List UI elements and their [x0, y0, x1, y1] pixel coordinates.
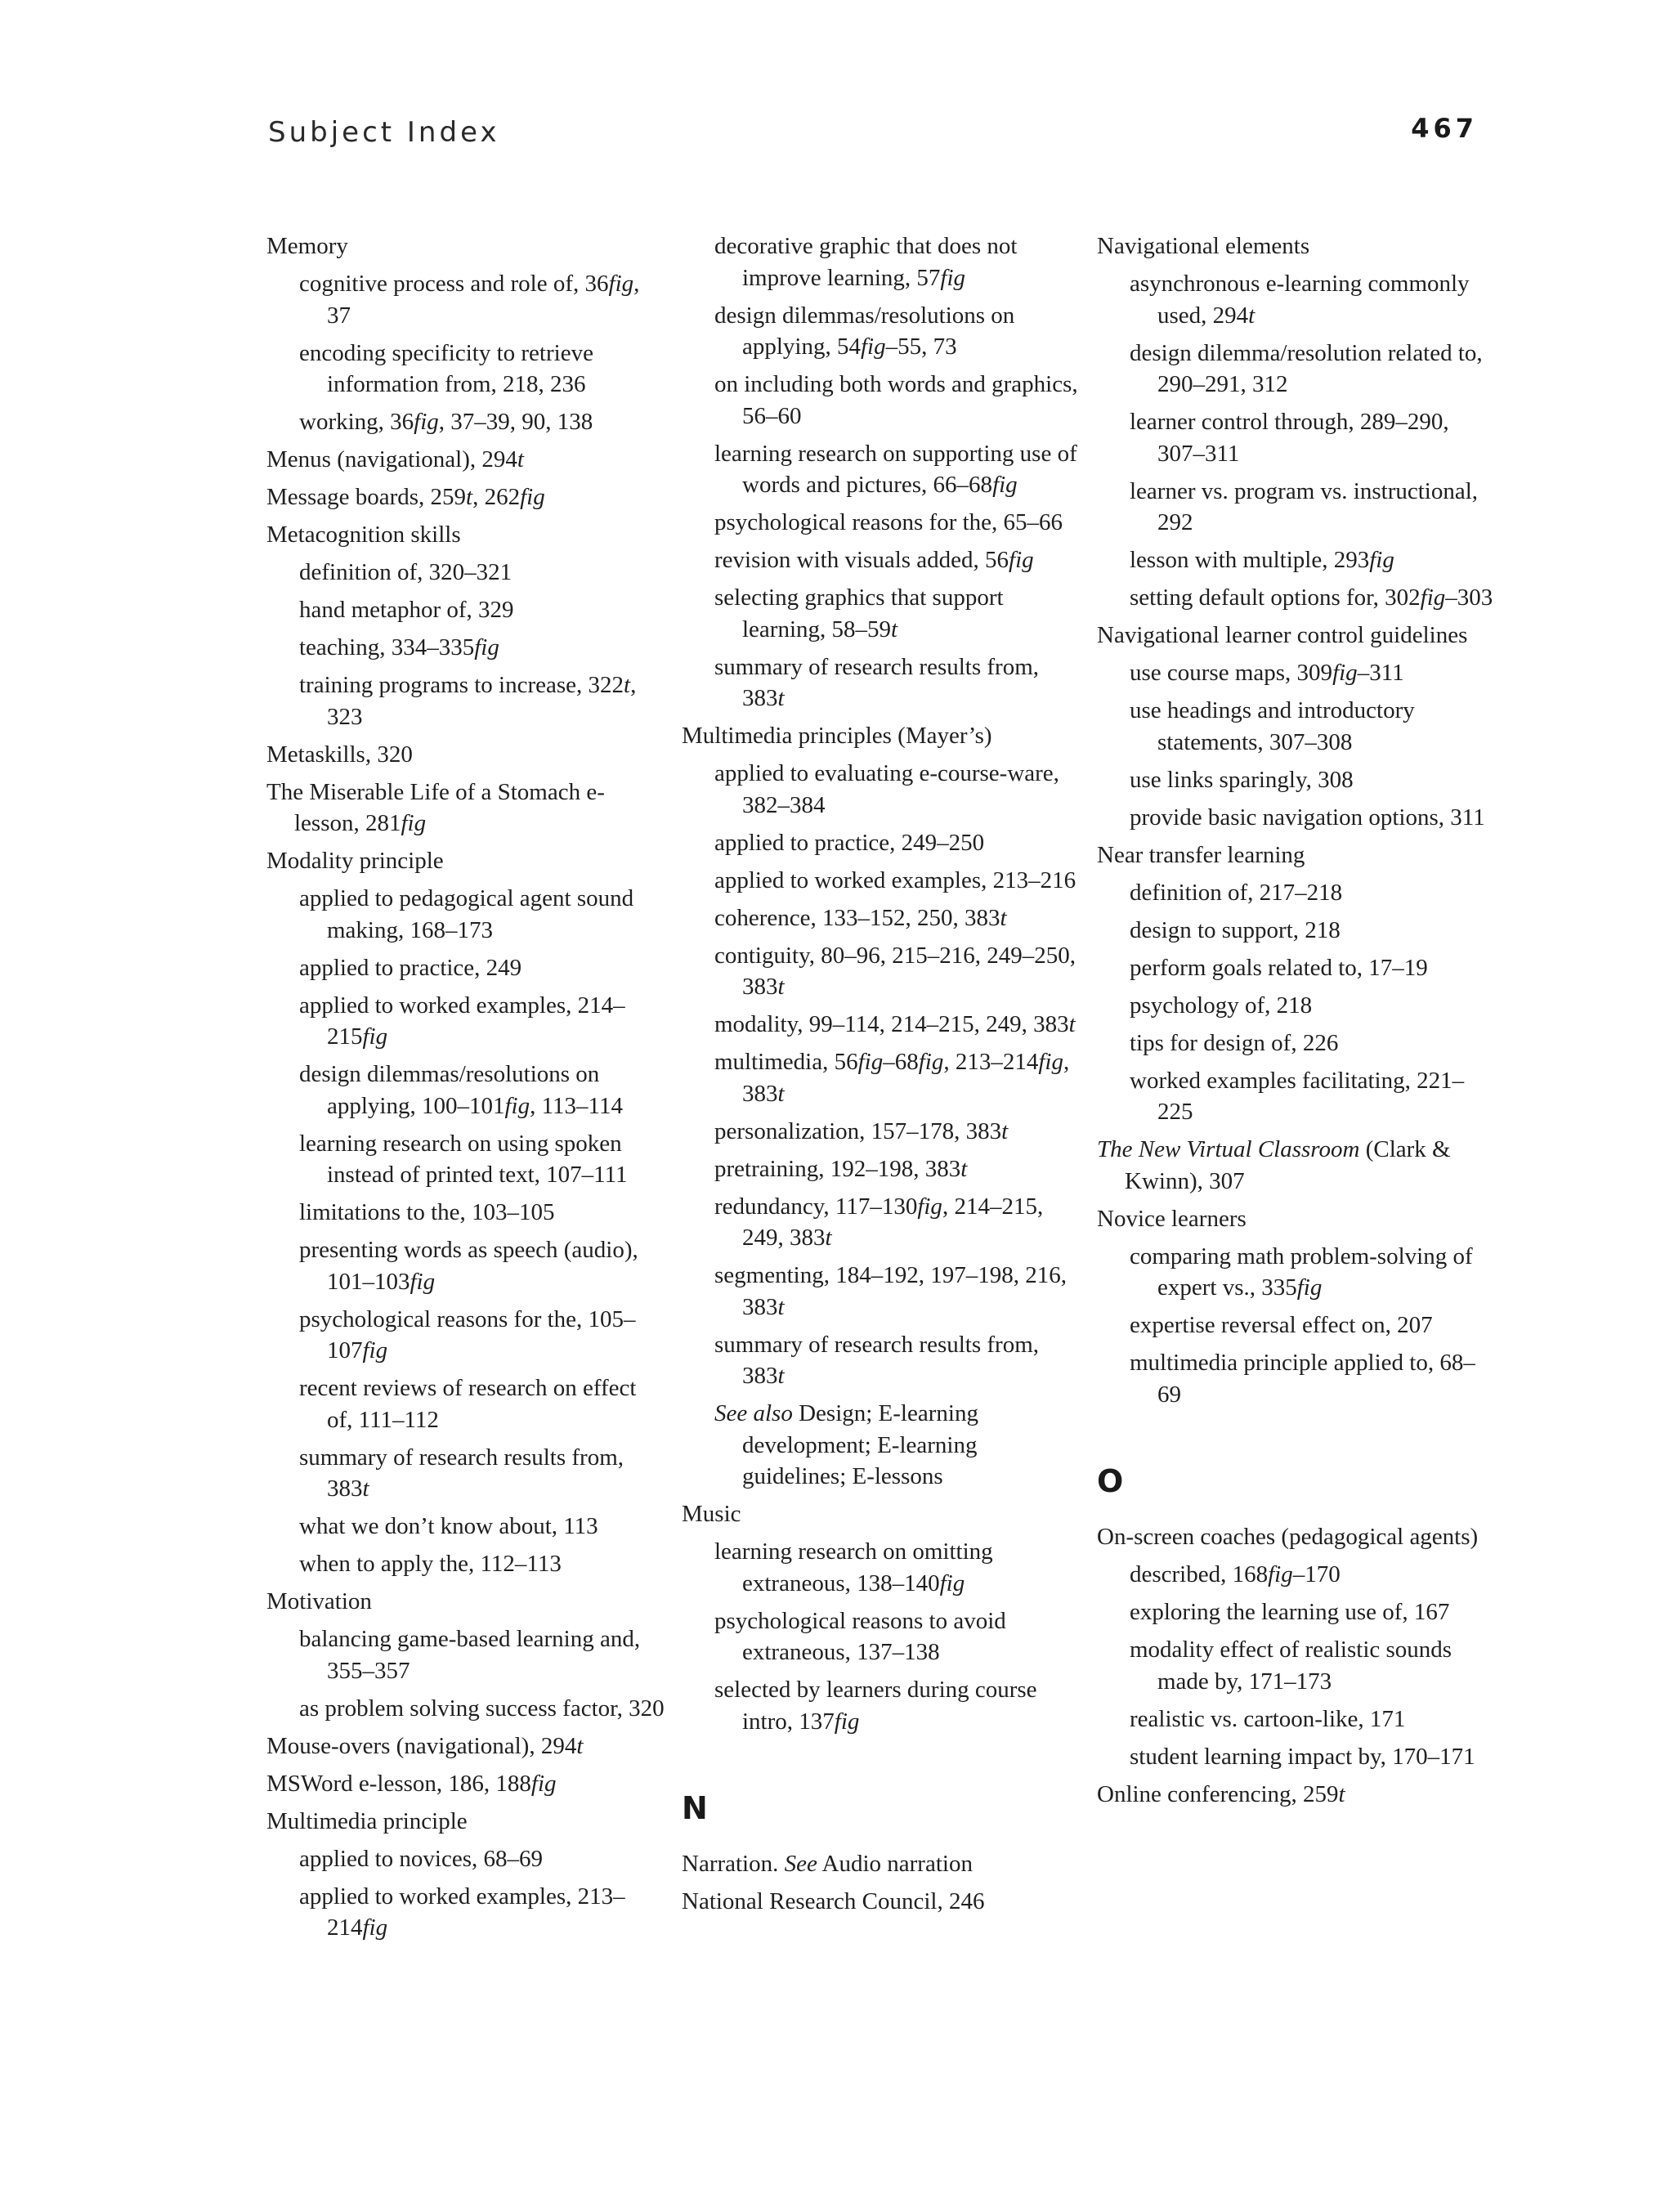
- italic-text: t: [1001, 1117, 1009, 1144]
- entry-text: selected by learners during course intro, 137: [714, 1677, 1037, 1735]
- index-subentry: [1130, 338, 1497, 401]
- index-subentry: [714, 902, 1082, 934]
- index-subentry: [714, 582, 1082, 645]
- index-subentry: [299, 594, 667, 626]
- entry-text: student learning impact by, 170–171: [1130, 1743, 1475, 1770]
- index-subentry: [1130, 1559, 1497, 1591]
- index-entry: [266, 777, 667, 840]
- entry-text: summary of research results from, 383: [714, 653, 1040, 711]
- entry-text: , 113–114: [530, 1092, 623, 1119]
- index-subentry: [299, 557, 667, 589]
- index-subentry: [299, 1197, 667, 1229]
- index-subentry: [714, 369, 1082, 432]
- entry-text: decorative graphic that does not improve learning, 57: [714, 233, 1018, 291]
- entry-text: applied to novices, 68–69: [299, 1845, 544, 1872]
- index-subentry: [1130, 476, 1497, 539]
- index-subentry: [714, 1260, 1082, 1323]
- index-entry: [682, 1848, 1082, 1880]
- index-subentry: [1130, 764, 1497, 796]
- index-subentry: [714, 1329, 1082, 1392]
- entry-text: applied to practice, 249: [299, 954, 522, 981]
- index-entry: [266, 739, 667, 771]
- entry-text: multimedia, 56: [714, 1049, 858, 1075]
- entry-text: Memory: [266, 233, 348, 259]
- italic-text: fig: [939, 1569, 965, 1596]
- entry-text: Design; E-learning development; E-learning guidelines; E-lessons: [742, 1400, 978, 1489]
- index-subentry: [714, 827, 1082, 859]
- italic-text: fig: [474, 634, 499, 660]
- index-entry: [266, 1806, 667, 1838]
- index-subentry: [714, 1046, 1082, 1109]
- entry-text: applied to pedagogical agent sound making, 168–173: [299, 885, 634, 943]
- entry-text: tips for design of, 226: [1130, 1029, 1339, 1056]
- entry-text: –311: [1357, 660, 1404, 686]
- italic-text: t: [624, 672, 631, 698]
- entry-text: , 214–215, 249, 383: [742, 1193, 1044, 1251]
- entry-text: recent reviews of research on effect of, 111–112: [299, 1375, 637, 1433]
- index-subentry: [299, 1511, 667, 1543]
- entry-text: Online conferencing, 259: [1097, 1780, 1339, 1807]
- index-entry: [266, 444, 667, 476]
- italic-text: fig: [1268, 1561, 1293, 1587]
- index-subentry: [714, 1191, 1082, 1254]
- index-subentry: [714, 507, 1082, 539]
- index-subentry: [299, 1693, 667, 1725]
- entry-text: , 37–39, 90, 138: [438, 409, 593, 435]
- entry-text: The Miserable Life of a Stomach e-lesson, 281: [266, 778, 605, 836]
- italic-text: fig: [1038, 1049, 1063, 1075]
- index-subentry: [714, 1009, 1082, 1041]
- entry-text: (Clark & Kwinn), 307: [1125, 1136, 1451, 1194]
- index-subentry: [299, 1234, 667, 1297]
- entry-text: psychological reasons to avoid extraneous, 137–138: [714, 1607, 1006, 1665]
- index-subentry: [299, 1442, 667, 1505]
- entry-text: worked examples facilitating, 221–225: [1130, 1067, 1465, 1125]
- entry-text: design dilemma/resolution related to, 290–291, 312: [1130, 339, 1483, 397]
- italic-text: fig: [362, 1914, 388, 1941]
- italic-text: See also: [714, 1400, 793, 1426]
- italic-text: t: [576, 1732, 584, 1759]
- entry-text: , 37: [327, 271, 640, 329]
- section-letter-o: O: [1097, 1463, 1124, 1499]
- entry-text: learner vs. program vs. instructional, 292: [1130, 477, 1479, 535]
- index-column-2: [682, 231, 1082, 1923]
- entry-text: Multimedia principle: [266, 1807, 468, 1834]
- index-subentry: [299, 1548, 667, 1580]
- index-column-1: [266, 231, 667, 1950]
- entry-text: On-screen coaches (pedagogical agents): [1097, 1524, 1479, 1550]
- index-subentry: [1130, 1704, 1497, 1735]
- entry-text: learner control through, 289–290, 307–311: [1130, 409, 1449, 467]
- italic-text: fig: [857, 1049, 884, 1075]
- italic-text: t: [777, 1363, 785, 1389]
- entry-text: setting default options for, 302: [1130, 584, 1421, 611]
- entry-text: summary of research results from, 383: [299, 1444, 624, 1502]
- entry-text: definition of, 320–321: [299, 559, 512, 585]
- italic-text: fig: [362, 1337, 388, 1363]
- index-subentry: [299, 338, 667, 401]
- entry-text: psychological reasons for the, 105–107: [299, 1305, 636, 1363]
- index-entry: [266, 1586, 667, 1618]
- entry-text: , 323: [327, 672, 637, 730]
- index-subentry: [1130, 544, 1497, 576]
- entry-text: psychological reasons for the, 65–66: [714, 509, 1063, 535]
- index-subentry: [1130, 657, 1497, 689]
- entry-text: Multimedia principles (Mayer’s): [682, 723, 992, 749]
- entry-text: use links sparingly, 308: [1130, 766, 1354, 793]
- italic-text: fig: [1369, 547, 1394, 573]
- index-entry: [1097, 1779, 1497, 1811]
- italic-text: fig: [530, 1770, 557, 1797]
- italic-text: t: [1068, 1011, 1076, 1037]
- entry-text: , 383: [742, 1049, 1070, 1107]
- entry-text: learning research on using spoken instead of printed text, 107–111: [299, 1130, 628, 1188]
- entry-text: personalization, 157–178, 383: [714, 1117, 1002, 1144]
- index-subentry: [1130, 1241, 1497, 1304]
- italic-text: t: [1248, 302, 1256, 329]
- italic-text: fig: [918, 1049, 944, 1075]
- entry-text: design to support, 218: [1130, 916, 1341, 943]
- entry-text: expertise reversal effect on, 207: [1130, 1312, 1433, 1338]
- italic-text: t: [1000, 904, 1007, 931]
- index-subentry: [1130, 695, 1497, 758]
- index-subentry: [714, 940, 1082, 1003]
- index-subentry: [1130, 1596, 1497, 1628]
- italic-text: fig: [1332, 660, 1358, 686]
- entry-text: modality effect of realistic sounds made by, 171–173: [1130, 1637, 1452, 1695]
- entry-text: Navigational learner control guidelines: [1097, 622, 1468, 648]
- entry-text: Novice learners: [1097, 1205, 1247, 1232]
- index-subentry: [714, 438, 1082, 501]
- entry-text: applied to worked examples, 214–215: [299, 992, 625, 1050]
- index-subentry: [299, 268, 667, 331]
- index-subentry: [299, 1843, 667, 1875]
- index-subentry: [299, 1372, 667, 1435]
- entry-text: Near transfer learning: [1097, 841, 1305, 868]
- index-subentry: [1130, 915, 1497, 947]
- index-entry: [682, 1886, 1082, 1918]
- index-subentry: [299, 883, 667, 946]
- index-subentry: [1130, 1634, 1497, 1697]
- index-subentry: [1130, 877, 1497, 909]
- index-subentry: [714, 1605, 1082, 1668]
- entry-text: learning research on supporting use of words and pictures, 66–68: [714, 440, 1077, 498]
- italic-text: t: [777, 1293, 785, 1320]
- entry-text: –170: [1292, 1561, 1341, 1587]
- entry-text: applied to practice, 249–250: [714, 829, 985, 856]
- entry-text: as problem solving success factor, 320: [299, 1695, 665, 1722]
- index-entry: [266, 1768, 667, 1800]
- entry-text: modality, 99–114, 214–215, 249, 383: [714, 1011, 1069, 1037]
- entry-text: applied to worked examples, 213–216: [714, 866, 1076, 893]
- index-subentry: [299, 669, 667, 732]
- entry-text: balancing game-based learning and, 355–357: [299, 1626, 641, 1684]
- index-entry: [266, 481, 667, 513]
- index-entry: [1097, 1521, 1497, 1553]
- entry-text: contiguity, 80–96, 215–216, 249–250, 383: [714, 942, 1076, 1000]
- index-subentry: [1130, 802, 1497, 834]
- entry-text: multimedia principle applied to, 68–69: [1130, 1350, 1475, 1408]
- entry-text: pretraining, 192–198, 383: [714, 1155, 961, 1182]
- index-subentry: [714, 1674, 1082, 1737]
- entry-text: definition of, 217–218: [1130, 879, 1343, 906]
- index-subentry: [714, 865, 1082, 897]
- italic-text: fig: [1009, 547, 1034, 573]
- italic-text: fig: [504, 1092, 530, 1119]
- italic-text: fig: [834, 1708, 860, 1735]
- index-column-3: [1097, 231, 1497, 1816]
- entry-text: applied to evaluating e-course-ware, 382–384: [714, 760, 1059, 818]
- italic-text: t: [777, 974, 785, 1000]
- italic-text: t: [466, 484, 473, 510]
- entry-text: working, 36: [299, 409, 414, 435]
- entry-text: limitations to the, 103–105: [299, 1199, 555, 1225]
- italic-text: See: [784, 1851, 817, 1877]
- italic-text: t: [825, 1225, 832, 1251]
- italic-text: t: [777, 1080, 785, 1107]
- entry-text: what we don’t know about, 113: [299, 1513, 598, 1539]
- italic-text: t: [362, 1475, 369, 1502]
- entry-text: on including both words and graphics, 56–60: [714, 371, 1078, 429]
- italic-text: t: [517, 446, 524, 472]
- index-subentry: [714, 231, 1082, 293]
- index-entry: [1097, 620, 1497, 652]
- index-entry: [682, 720, 1082, 752]
- index-subentry: [714, 1398, 1082, 1493]
- index-subentry: [299, 952, 667, 984]
- entry-text: Mouse-overs (navigational), 294: [266, 1732, 577, 1759]
- entry-text: design dilemmas/resolutions on applying, 100–101: [299, 1061, 600, 1119]
- entry-text: Audio narration: [817, 1851, 973, 1877]
- entry-text: learning research on omitting extraneous, 138–140: [714, 1538, 993, 1596]
- entry-text: selecting graphics that support learning, 58–59: [714, 584, 1004, 643]
- entry-text: Motivation: [266, 1588, 372, 1614]
- entry-text: exploring the learning use of, 167: [1130, 1599, 1450, 1625]
- italic-text: fig: [362, 1023, 388, 1050]
- index-subentry: [714, 1536, 1082, 1599]
- index-subentry: [1130, 1741, 1497, 1773]
- entry-text: use course maps, 309: [1130, 660, 1333, 686]
- index-entry: [266, 519, 667, 551]
- index-entry: [1097, 231, 1497, 262]
- italic-text: t: [1338, 1780, 1345, 1807]
- entry-text: when to apply the, 112–113: [299, 1551, 562, 1577]
- italic-text: t: [891, 616, 898, 643]
- entry-text: use headings and introductory statements, 307–308: [1130, 697, 1415, 755]
- index-subentry: [714, 1153, 1082, 1185]
- italic-text: The New Virtual Classroom: [1097, 1136, 1360, 1162]
- italic-text: fig: [608, 271, 634, 297]
- italic-text: fig: [1296, 1274, 1323, 1301]
- index-subentry: [1130, 406, 1497, 469]
- index-subentry: [299, 1623, 667, 1686]
- index-subentry: [714, 1116, 1082, 1148]
- entry-text: described, 168: [1130, 1561, 1269, 1587]
- index-subentry: [714, 544, 1082, 576]
- entry-text: –55, 73: [885, 334, 957, 360]
- index-subentry: [299, 632, 667, 664]
- entry-text: summary of research results from, 383: [714, 1331, 1040, 1389]
- entry-text: MSWord e-lesson, 186, 188: [266, 1770, 531, 1797]
- index-entry: [1097, 1134, 1497, 1197]
- entry-text: redundancy, 117–130: [714, 1193, 918, 1220]
- entry-text: asynchronous e-learning commonly used, 294: [1130, 271, 1470, 329]
- index-subentry: [1130, 268, 1497, 331]
- entry-text: Narration.: [682, 1851, 785, 1877]
- italic-text: fig: [861, 334, 886, 360]
- entry-text: applied to worked examples, 213–214: [299, 1883, 625, 1941]
- section-letter-n: N: [682, 1790, 708, 1826]
- entry-text: lesson with multiple, 293: [1130, 547, 1370, 573]
- entry-text: training programs to increase, 322: [299, 672, 624, 698]
- index-subentry: [714, 758, 1082, 821]
- index-subentry: [1130, 990, 1497, 1022]
- italic-text: fig: [414, 409, 439, 435]
- italic-text: fig: [917, 1193, 942, 1220]
- entry-text: Modality principle: [266, 848, 444, 874]
- index-entry: [266, 845, 667, 877]
- index-subentry: [1130, 1347, 1497, 1410]
- index-subentry: [1130, 582, 1497, 614]
- italic-text: t: [777, 685, 785, 711]
- page-number: 467: [1411, 113, 1478, 144]
- italic-text: fig: [520, 484, 545, 510]
- entry-text: cognitive process and role of, 36: [299, 271, 609, 297]
- entry-text: segmenting, 184–192, 197–198, 216, 383: [714, 1262, 1067, 1320]
- index-subentry: [1130, 1065, 1497, 1128]
- entry-text: –303: [1445, 584, 1493, 611]
- index-subentry: [714, 652, 1082, 714]
- entry-text: National Research Council, 246: [682, 1888, 985, 1914]
- index-subentry: [1130, 952, 1497, 984]
- entry-text: Metacognition skills: [266, 522, 461, 548]
- entry-text: presenting words as speech (audio), 101–103: [299, 1237, 638, 1295]
- italic-text: t: [960, 1155, 968, 1182]
- entry-text: hand metaphor of, 329: [299, 597, 514, 623]
- entry-text: design dilemmas/resolutions on applying, 54: [714, 302, 1015, 360]
- entry-text: Metaskills, 320: [266, 741, 413, 768]
- entry-text: perform goals related to, 17–19: [1130, 954, 1428, 981]
- entry-text: psychology of, 218: [1130, 992, 1313, 1019]
- index-subentry: [299, 990, 667, 1053]
- italic-text: fig: [940, 264, 966, 291]
- italic-text: fig: [992, 472, 1018, 498]
- index-subentry: [714, 300, 1082, 363]
- entry-text: –68: [883, 1049, 919, 1075]
- index-subentry: [299, 1059, 667, 1122]
- entry-text: provide basic navigation options, 311: [1130, 804, 1485, 831]
- entry-text: Navigational elements: [1097, 233, 1310, 259]
- entry-text: encoding specificity to retrieve information from, 218, 236: [299, 339, 593, 397]
- entry-text: comparing math problem-solving of expert vs., 335: [1130, 1243, 1473, 1301]
- index-entry: [1097, 840, 1497, 871]
- index-subentry: [1130, 1028, 1497, 1059]
- entry-text: , 262: [472, 484, 521, 510]
- italic-text: fig: [401, 810, 427, 836]
- index-subentry: [299, 1881, 667, 1944]
- italic-text: fig: [1420, 584, 1446, 611]
- entry-text: teaching, 334–335: [299, 634, 475, 660]
- index-entry: [266, 1731, 667, 1762]
- index-entry: [682, 1498, 1082, 1530]
- index-subentry: [1130, 1310, 1497, 1341]
- entry-text: realistic vs. cartoon-like, 171: [1130, 1705, 1406, 1732]
- italic-text: fig: [410, 1268, 436, 1295]
- entry-text: , 213–214: [943, 1049, 1039, 1075]
- index-subentry: [299, 1128, 667, 1191]
- entry-text: Menus (navigational), 294: [266, 446, 517, 472]
- running-head: Subject Index: [268, 116, 500, 149]
- entry-text: Music: [682, 1501, 741, 1527]
- entry-text: Message boards, 259: [266, 484, 467, 510]
- index-subentry: [299, 1304, 667, 1367]
- index-entry: [1097, 1203, 1497, 1235]
- entry-text: coherence, 133–152, 250, 383: [714, 904, 1000, 931]
- index-entry: [266, 231, 667, 262]
- index-subentry: [299, 406, 667, 438]
- entry-text: revision with visuals added, 56: [714, 547, 1009, 573]
